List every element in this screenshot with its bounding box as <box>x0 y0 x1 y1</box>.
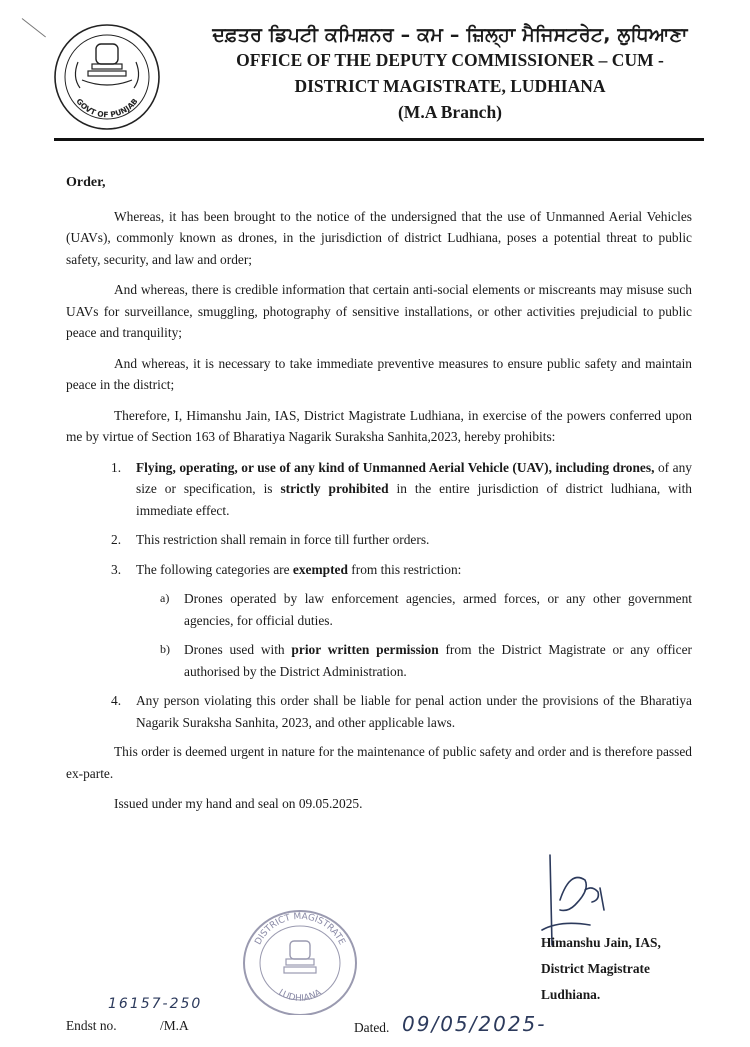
list-item-2 <box>66 529 692 551</box>
bold-text: exempted <box>292 561 348 577</box>
punjab-emblem-icon <box>52 22 162 132</box>
order-heading: Order, <box>66 175 106 190</box>
seal-text-bottom: LUDHIANA <box>276 987 324 1004</box>
paragraph-4: Therefore, I, Himanshu Jain, IAS, District Magistrate Ludhiana, in exercise of the powers conferred upon me by virtue of Section 163 of Bharatiya Nagarik Suraksha Sanhita,2023, hereby prohibits: <box>66 407 692 444</box>
letterhead <box>200 24 700 124</box>
signatory-block <box>541 930 661 1008</box>
item-text: from this restriction: <box>347 561 462 577</box>
sub-text: from the District Magistrate or any officer authorised by the District Administration. <box>184 642 692 679</box>
handwritten-endst-number: 16157-250 <box>108 996 203 1012</box>
endst-label: Endst no. <box>66 1018 117 1033</box>
district-magistrate-seal-icon <box>240 905 360 1015</box>
item-text: The following categories are <box>136 561 293 577</box>
list-item-1 <box>66 457 692 522</box>
sub-item-a <box>66 588 692 631</box>
scan-mark <box>22 18 46 37</box>
order-body <box>66 172 692 824</box>
handwritten-date: 09/05/2025- <box>402 1012 547 1036</box>
list-item-4 <box>66 690 692 733</box>
list-number: 2. <box>111 532 122 547</box>
sub-text: Drones used with <box>184 642 292 657</box>
item-text: in the entire jurisdiction of district ludhiana, with immediate effect. <box>136 481 692 518</box>
header-rule <box>54 138 704 141</box>
paragraph-3: And whereas, it is necessary to take immediate preventive measures to ensure public safety and maintain peace in the district; <box>66 355 692 392</box>
sub-letter: b) <box>160 642 170 656</box>
item-text: Any person violating this order shall be liable for penal action under the provisions of the Bharatiya Nagarik Suraksha Sanhita, 2023, and other applicable laws. <box>136 693 692 730</box>
bold-text: prior written permission <box>291 642 439 657</box>
signatory-designation: District Magistrate <box>541 961 650 976</box>
sub-text: Drones operated by law enforcement agencies, armed forces, or any other government agencies, for official duties. <box>184 591 692 628</box>
closing-paragraph: This order is deemed urgent in nature for the maintenance of public safety and order and is therefore passed ex-parte. <box>66 744 692 781</box>
paragraph-2: And whereas, there is credible information that certain anti-social elements or miscreants may misuse such UAVs for surveillance, smuggling, photography of sensitive installations, or other activities prejudicial to public peace and tranquility; <box>66 282 692 340</box>
seal-text-top: DISTRICT MAGISTRATE <box>253 911 347 947</box>
bold-text: strictly prohibited <box>280 481 389 496</box>
sub-item-b <box>66 639 692 682</box>
list-number: 1. <box>111 459 122 475</box>
list-number: 3. <box>111 561 122 577</box>
issued-line: Issued under my hand and seal on 09.05.2025. <box>114 796 363 811</box>
list-item-3 <box>66 559 692 581</box>
item-text: of any size or specification, is <box>136 459 692 496</box>
paragraph-1: Whereas, it has been brought to the notice of the undersigned that the use of Unmanned Aerial Vehicles (UAVs), commonly known as drones, in the jurisdiction of district Ludhiana, poses a potential threat to public safety, security, and law and order; <box>66 208 692 267</box>
branch: (M.A Branch) <box>397 102 503 122</box>
title-line-1: OFFICE OF THE DEPUTY COMMISSIONER – CUM - <box>236 50 664 70</box>
title-line-2: DISTRICT MAGISTRATE, LUDHIANA <box>294 76 606 96</box>
bold-text: Flying, operating, or use of any kind of Unmanned Aerial Vehicle (UAV), including drones, <box>136 459 655 475</box>
list-number: 4. <box>111 693 122 708</box>
item-text: This restriction shall remain in force till further orders. <box>136 532 430 547</box>
signatory-name: Himanshu Jain, IAS, <box>541 935 661 950</box>
title-punjabi: ਦਫ਼ਤਰ ਡਿਪਟੀ ਕਮਿਸ਼ਨਰ – ਕਮ – ਜ਼ਿਲ੍ਹਾ ਮੈਜਿਸਟਰੇਟ, ਲੁਧਿਆਣਾ <box>212 24 688 46</box>
emblem-caption: GOVT OF PUNJAB <box>74 96 140 120</box>
ma-label: /M.A <box>160 1018 189 1033</box>
dated-label: Dated. <box>354 1020 390 1035</box>
sub-letter: a) <box>160 591 170 605</box>
signatory-place: Ludhiana. <box>541 987 601 1002</box>
